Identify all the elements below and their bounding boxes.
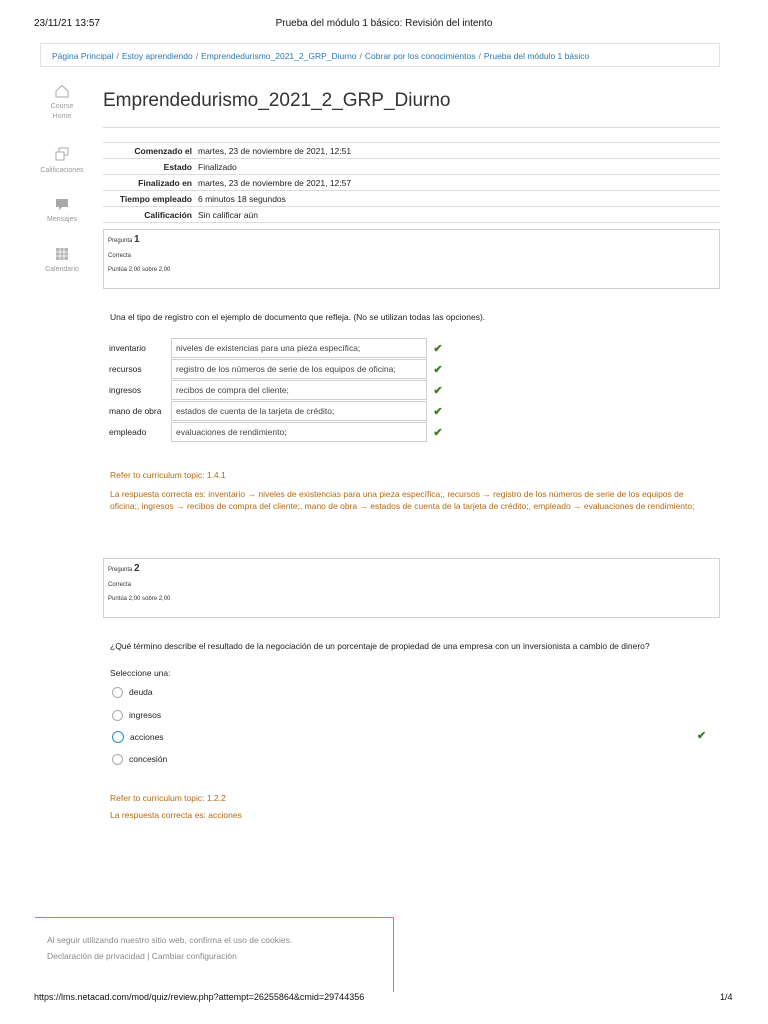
privacy-link[interactable]: Declaración de privacidad (47, 951, 145, 961)
print-url: https://lms.netacad.com/mod/quiz/review.php?attempt=26255864&cmid=29744356 (34, 992, 365, 1002)
summary-row (103, 175, 720, 191)
question-1-info (103, 229, 720, 289)
question-2-info (103, 558, 720, 618)
correct-check-icon: ✔ (433, 363, 443, 376)
summary-key: Estado (103, 159, 195, 175)
option-label: ingresos (129, 710, 162, 720)
option-label: deuda (129, 687, 153, 697)
grades-icon (54, 146, 70, 162)
print-datetime: 23/11/21 13:57 (34, 18, 100, 29)
correct-check-icon: ✔ (433, 405, 443, 418)
cookie-notice (35, 917, 394, 992)
match-label: mano de obra (109, 406, 162, 416)
print-page-number: 1/4 (720, 992, 733, 1002)
question-2-text: ¿Qué término describe el resultado de la negociación de un porcentaje de propiedad de una empresa con un inversionista a cambio de dinero? (110, 641, 650, 651)
question-1-text: Una el tipo de registro con el ejemplo de documento que refleja. (No se utilizan todas las opciones). (110, 312, 486, 322)
cookie-text: Al seguir utilizando nuestro sitio web, confirma el uso de cookies. (47, 935, 293, 945)
summary-value: 6 minutos 18 segundos (195, 191, 720, 207)
option-ingresos[interactable] (112, 708, 161, 722)
match-select[interactable]: recibos de compra del cliente; (171, 380, 427, 400)
breadcrumb-module[interactable]: Cobrar por los conocimientos (364, 51, 476, 61)
sidebar-item-label: Home (52, 113, 72, 120)
change-settings-link[interactable]: Cambiar configuración (151, 951, 237, 961)
match-row (108, 401, 449, 421)
summary-key: Comenzado el (103, 143, 195, 159)
summary-key: Calificación (103, 207, 195, 223)
summary-row (103, 143, 720, 159)
attempt-summary-table (103, 142, 720, 223)
correct-check-icon: ✔ (433, 426, 443, 439)
match-row (108, 338, 449, 358)
sidebar-item-calendar[interactable] (32, 247, 92, 275)
match-select[interactable]: niveles de existencias para una pieza específica; (171, 338, 427, 358)
match-label: empleado (109, 427, 147, 437)
sidebar-item-label: Calificaciones (40, 167, 84, 174)
match-select[interactable]: estados de cuenta de la tarjeta de crédito; (171, 401, 427, 421)
breadcrumb-quiz[interactable]: Prueba del módulo 1 básico (483, 51, 590, 61)
radio-button-selected[interactable] (112, 731, 124, 743)
match-label: inventario (109, 343, 146, 353)
summary-value: Finalizado (195, 159, 720, 175)
match-label: recursos (109, 364, 142, 374)
summary-value: martes, 23 de noviembre de 2021, 12:57 (195, 175, 720, 191)
question-score: Puntúa 2,00 sobre 2,00 (108, 267, 171, 273)
summary-row (103, 191, 720, 207)
match-row (108, 380, 449, 400)
select-one-prompt: Seleccione una: (110, 668, 171, 678)
summary-value: martes, 23 de noviembre de 2021, 12:51 (195, 143, 720, 159)
home-icon (54, 84, 70, 98)
print-page-title: Prueba del módulo 1 básico: Revisión del intento (275, 18, 493, 29)
course-title: Emprendedurismo_2021_2_GRP_Diurno (103, 90, 451, 111)
breadcrumb-learning[interactable]: Estoy aprendiendo (121, 51, 193, 61)
question-status: Correcta (108, 582, 132, 588)
summary-key: Tiempo empleado (103, 191, 195, 207)
match-select[interactable]: evaluaciones de rendimiento; (171, 422, 427, 442)
option-label: acciones (130, 732, 164, 742)
question-1-correct-answer: La respuesta correcta es: inventario → niveles de existencias para una pieza específica;, recursos → registro de los números de serie de los equipos de oficina;, ingresos → recibos de compra del cliente;, mano de obra → estados de cuenta de la tarjeta de crédito;, empleado → evaluaciones de rendimiento; (110, 489, 695, 511)
radio-button[interactable] (112, 710, 123, 721)
summary-row (103, 207, 720, 223)
link-divider: | (147, 951, 150, 961)
question-2-topic: Refer to curriculum topic: 1.2.2 (110, 793, 226, 803)
question-number: Pregunta 1 (108, 234, 140, 245)
divider (103, 127, 720, 128)
summary-key: Finalizado en (103, 175, 195, 191)
match-row (108, 359, 449, 379)
question-1-topic: Refer to curriculum topic: 1.4.1 (110, 470, 226, 480)
question-score: Puntúa 2,00 sobre 2,00 (108, 596, 171, 602)
breadcrumb-home[interactable]: Página Principal (52, 51, 114, 61)
match-select[interactable]: registro de los números de serie de los equipos de oficina; (171, 359, 427, 379)
radio-button[interactable] (112, 687, 123, 698)
summary-row (103, 159, 720, 175)
option-concesion[interactable] (112, 752, 167, 766)
match-row (108, 422, 449, 442)
summary-value: Sin calificar aún (195, 207, 720, 223)
calendar-icon (55, 247, 69, 261)
sidebar-item-label: Mensajes (47, 216, 77, 223)
sidebar-item-messages[interactable] (32, 197, 92, 225)
correct-check-icon: ✔ (697, 730, 707, 742)
question-number: Pregunta 2 (108, 563, 140, 574)
radio-button[interactable] (112, 754, 123, 765)
breadcrumb-course[interactable]: Emprendedurismo_2021_2_GRP_Diurno (201, 51, 357, 61)
option-acciones[interactable] (112, 730, 164, 744)
question-status: Correcta (108, 253, 132, 259)
match-label: ingresos (109, 385, 142, 395)
messages-icon (54, 197, 70, 211)
sidebar-item-grades[interactable] (32, 146, 92, 176)
correct-check-icon: ✔ (433, 384, 443, 397)
option-deuda[interactable] (112, 685, 153, 699)
sidebar-item-label: Course (50, 103, 74, 110)
matching-table (108, 337, 449, 443)
correct-check-icon: ✔ (433, 342, 443, 355)
sidebar-item-course-home[interactable] (32, 84, 92, 122)
option-label: concesión (129, 754, 168, 764)
question-2-correct-answer: La respuesta correcta es: acciones (110, 810, 242, 820)
breadcrumb: Página Principal / Estoy aprendiendo / Emprendedurismo_2021_2_GRP_Diurno / Cobrar por los conocimientos / Prueba del módulo 1 básico (40, 43, 720, 67)
sidebar-item-label: Calendario (45, 266, 79, 273)
